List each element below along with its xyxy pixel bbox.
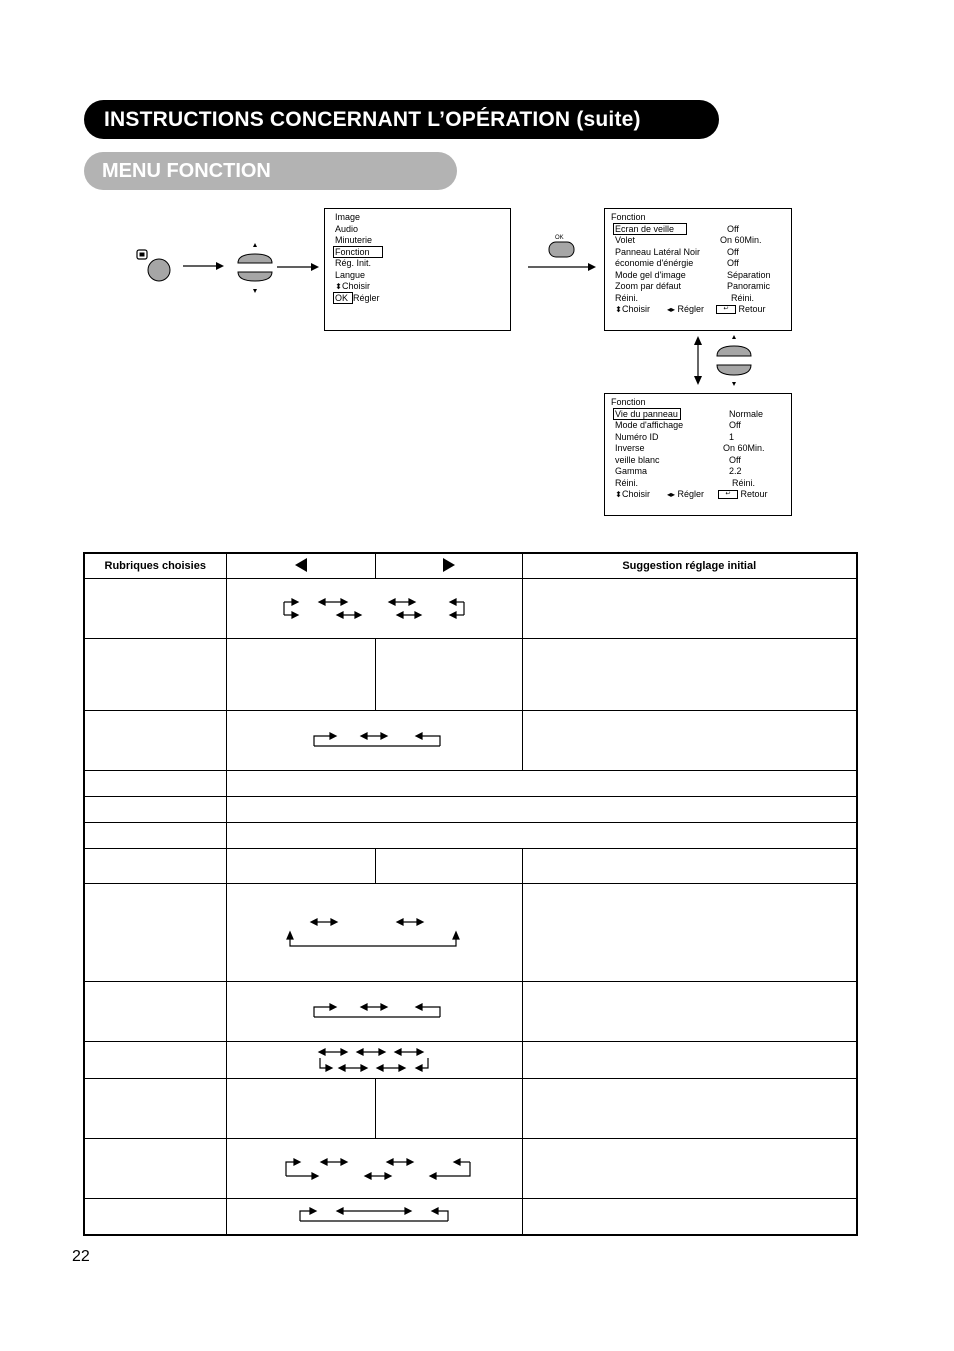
up-down-buttons-icon-2	[717, 335, 751, 386]
table-row	[84, 797, 857, 823]
option-veille-blanc[interactable]	[605, 455, 791, 467]
table-row	[84, 1199, 857, 1235]
page-number: 22	[72, 1248, 90, 1265]
option-value: Off	[729, 454, 741, 465]
item-cell	[84, 982, 226, 1042]
option-value: On 60Min.	[723, 443, 765, 453]
set-label: Régler	[677, 489, 705, 499]
cycle-arrows-icon	[304, 1001, 444, 1023]
item-cell	[84, 849, 226, 884]
up-down-icon: ⬍	[615, 305, 622, 314]
option-ecran-de-veille[interactable]	[605, 224, 791, 236]
set-label: Régler	[353, 292, 380, 303]
suggestion-cell	[522, 982, 857, 1042]
table-row	[84, 982, 857, 1042]
right-cell	[375, 639, 522, 711]
option-label: Réini.	[615, 477, 639, 488]
option-reini[interactable]	[605, 478, 791, 490]
cycle-arrows-icon	[294, 1205, 454, 1227]
option-inverse[interactable]	[605, 443, 791, 455]
table-row	[84, 579, 857, 639]
ok-button-label: OK	[555, 235, 564, 241]
left-right-icon: ◂▸	[667, 305, 676, 314]
menu-item-fonction-label: Fonction	[333, 246, 383, 258]
menu-item-langue[interactable]: Langue	[335, 269, 366, 280]
choose-label: Choisir	[342, 281, 371, 291]
fonction-menu-page-1	[604, 208, 792, 331]
option-value: Séparation	[727, 269, 771, 280]
description-cell	[226, 823, 857, 849]
option-label: Gamma	[615, 466, 648, 476]
option-panneau-lateral-noir[interactable]	[605, 247, 791, 259]
option-label: Ecran de veille	[613, 223, 687, 235]
suggestion-cell	[522, 1199, 857, 1235]
option-label: Inverse	[615, 443, 645, 453]
ok-button-icon	[549, 242, 574, 257]
table-row	[84, 639, 857, 711]
item-cell	[84, 771, 226, 797]
table-row	[84, 771, 857, 797]
option-value: Réini.	[732, 477, 756, 488]
suggestion-cell	[522, 884, 857, 982]
return-icon: ↩	[716, 305, 736, 314]
menu-item-reg-init[interactable]: Rég. Init.	[335, 258, 372, 268]
suggestion-cell	[522, 639, 857, 711]
left-triangle-icon	[295, 558, 307, 572]
suggestion-cell	[522, 1139, 857, 1199]
option-value: Off	[727, 223, 739, 234]
menu-title: Fonction	[611, 397, 646, 407]
section-title: MENU FONCTION	[84, 152, 457, 190]
item-cell	[84, 639, 226, 711]
item-cell	[84, 1139, 226, 1199]
cycle-cell	[226, 1199, 522, 1235]
cycle-cell	[226, 1139, 522, 1199]
left-cell	[226, 1079, 375, 1139]
cycle-cell	[226, 711, 522, 771]
option-reini[interactable]	[605, 293, 791, 305]
option-label: Panneau Latéral Noir	[615, 246, 701, 257]
suggestion-cell	[522, 579, 857, 639]
ok-key-label: OK	[333, 292, 353, 304]
item-cell	[84, 711, 226, 771]
menu-item-image[interactable]: Image	[335, 212, 361, 222]
menu-button-icon	[137, 250, 170, 281]
item-cell	[84, 797, 226, 823]
page-title: INSTRUCTIONS CONCERNANT L’OPÉRATION (suite)	[84, 100, 719, 139]
table-row	[84, 823, 857, 849]
option-zoom-par-defaut[interactable]	[605, 281, 791, 293]
option-value: Off	[729, 420, 741, 430]
option-mode-affichage[interactable]	[605, 420, 791, 432]
right-cell	[375, 849, 522, 884]
option-economie-energie[interactable]	[605, 258, 791, 270]
menu-title: Fonction	[611, 212, 646, 222]
suggestion-cell	[522, 849, 857, 884]
right-triangle-icon	[443, 558, 455, 572]
table-row	[84, 884, 857, 982]
option-value: Panoramic	[727, 281, 771, 291]
option-numero-id[interactable]	[605, 432, 791, 444]
option-label: Numéro ID	[615, 431, 659, 442]
option-label: économie d'énérgie	[615, 258, 694, 268]
option-mode-gel-image[interactable]	[605, 270, 791, 282]
table-header-row	[84, 553, 857, 579]
return-icon: ↩	[718, 490, 738, 499]
cycle-cell	[226, 579, 522, 639]
cycle-cell	[226, 982, 522, 1042]
up-down-icon: ⬍	[615, 490, 622, 499]
set-label: Régler	[677, 304, 705, 314]
up-down-icon: ⬍	[335, 282, 342, 291]
option-vie-du-panneau[interactable]	[605, 409, 791, 421]
option-volet[interactable]	[605, 235, 791, 247]
item-cell	[84, 884, 226, 982]
option-label: Zoom par défaut	[615, 281, 682, 291]
header-items: Rubriques choisies	[84, 553, 226, 579]
fonction-menu-page-2	[604, 393, 792, 516]
item-cell	[84, 579, 226, 639]
item-cell	[84, 823, 226, 849]
item-cell	[84, 1079, 226, 1139]
table-row	[84, 1139, 857, 1199]
description-cell	[226, 797, 857, 823]
menu-item-fonction[interactable]	[335, 247, 383, 259]
cycle-arrows-icon	[274, 1156, 474, 1182]
option-value: Off	[727, 258, 739, 268]
item-cell	[84, 1042, 226, 1079]
table-row	[84, 1079, 857, 1139]
left-cell	[226, 639, 375, 711]
up-down-buttons-icon-1	[238, 243, 272, 293]
option-label: Vie du panneau	[613, 408, 681, 420]
cycle-cell	[226, 884, 522, 982]
cycle-arrows-icon	[284, 916, 464, 950]
menu-item-minuterie[interactable]: Minuterie	[335, 235, 373, 245]
cycle-arrows-icon	[314, 1046, 434, 1074]
option-value: On 60Min.	[720, 235, 762, 245]
option-value: Normale	[729, 408, 764, 419]
item-cell	[84, 1199, 226, 1235]
header-left	[226, 553, 375, 579]
table-row	[84, 849, 857, 884]
left-cell	[226, 849, 375, 884]
option-label: Réini.	[615, 292, 639, 303]
option-label: Mode gel d'image	[615, 269, 686, 280]
option-value: 2.2	[729, 466, 742, 476]
suggestion-cell	[522, 711, 857, 771]
description-cell	[226, 771, 857, 797]
cycle-cell	[226, 1042, 522, 1079]
table-row	[84, 1042, 857, 1079]
suggestion-cell	[522, 1042, 857, 1079]
return-label: Retour	[738, 304, 766, 314]
option-label: Volet	[615, 235, 636, 245]
option-label: Mode d'affichage	[615, 420, 684, 430]
settings-table	[83, 552, 858, 1236]
choose-label: Choisir	[622, 489, 651, 499]
option-gamma[interactable]	[605, 466, 791, 478]
choose-label: Choisir	[622, 304, 651, 314]
cycle-arrows-icon	[304, 730, 444, 752]
suggestion-cell	[522, 1079, 857, 1139]
menu-item-audio[interactable]: Audio	[335, 223, 359, 234]
main-menu-box	[324, 208, 511, 331]
right-cell	[375, 1079, 522, 1139]
option-value: Off	[727, 246, 739, 257]
header-right	[375, 553, 522, 579]
cycle-arrows-icon	[274, 597, 474, 621]
table-row	[84, 711, 857, 771]
option-value: Réini.	[731, 292, 755, 303]
return-label: Retour	[740, 489, 768, 499]
option-value: 1	[729, 431, 735, 442]
header-suggestion: Suggestion réglage initial	[522, 553, 857, 579]
option-label: veille blanc	[615, 454, 660, 465]
left-right-icon: ◂▸	[667, 490, 676, 499]
